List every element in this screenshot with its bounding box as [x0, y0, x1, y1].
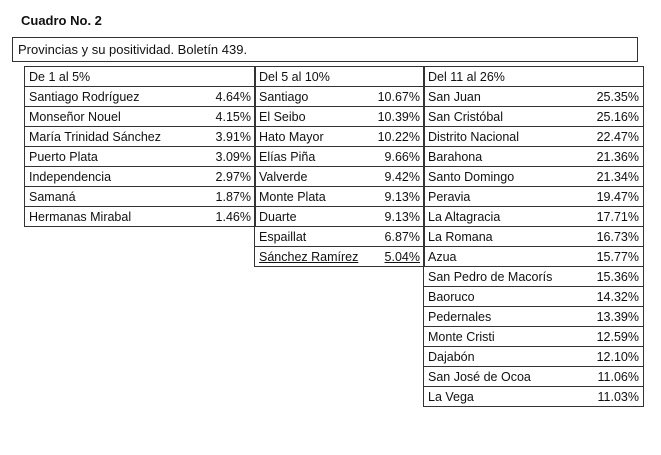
column-header: Del 11 al 26% — [424, 67, 644, 87]
positivity-table-11-26 — [423, 66, 644, 407]
positivity-value: 10.39% — [377, 109, 420, 124]
province-name: Monte Cristi — [428, 329, 495, 344]
province-cell — [424, 227, 644, 247]
province-cell — [424, 387, 644, 407]
province-cell — [25, 147, 256, 167]
province-name: Puerto Plata — [29, 149, 98, 164]
table-row — [424, 107, 644, 127]
province-name: La Romana — [428, 229, 493, 244]
province-name: Monte Plata — [259, 189, 326, 204]
positivity-value: 9.13% — [384, 189, 420, 204]
table-row — [255, 107, 425, 127]
positivity-value: 12.59% — [596, 329, 639, 344]
province-cell — [424, 267, 644, 287]
table-row — [424, 267, 644, 287]
table-row — [424, 347, 644, 367]
table-row — [424, 167, 644, 187]
table-row — [25, 187, 256, 207]
province-name: Santo Domingo — [428, 169, 515, 184]
province-name: La Altagracia — [428, 209, 501, 224]
province-cell — [424, 207, 644, 227]
table-title: Cuadro No. 2 — [21, 13, 102, 28]
table-row — [424, 387, 644, 407]
positivity-value: 21.34% — [596, 169, 639, 184]
table-row — [424, 247, 644, 267]
province-cell — [25, 187, 256, 207]
positivity-value: 3.91% — [215, 129, 251, 144]
table-row — [424, 367, 644, 387]
province-cell — [424, 287, 644, 307]
positivity-value: 14.32% — [596, 289, 639, 304]
positivity-value: 2.97% — [215, 169, 251, 184]
table-row — [255, 147, 425, 167]
positivity-value: 13.39% — [596, 309, 639, 324]
province-cell — [424, 367, 644, 387]
positivity-value: 9.66% — [384, 149, 420, 164]
province-name: Hermanas Mirabal — [29, 209, 132, 224]
province-name: Sánchez Ramírez — [259, 249, 359, 264]
province-name: Duarte — [259, 209, 297, 224]
positivity-value: 4.64% — [215, 89, 251, 104]
positivity-column-11-26 — [423, 66, 644, 407]
table-row — [25, 127, 256, 147]
province-cell — [424, 127, 644, 147]
province-name: San José de Ocoa — [428, 369, 531, 384]
province-name: San Juan — [428, 89, 481, 104]
province-name: San Pedro de Macorís — [428, 269, 553, 284]
positivity-value: 12.10% — [596, 349, 639, 364]
positivity-column-5-10 — [254, 66, 425, 267]
positivity-value: 17.71% — [596, 209, 639, 224]
province-name: Azua — [428, 249, 457, 264]
province-name: Espaillat — [259, 229, 307, 244]
table-row — [255, 227, 425, 247]
table-subtitle: Provincias y su positividad. Boletín 439. — [12, 37, 638, 62]
province-cell — [25, 167, 256, 187]
province-name: Valverde — [259, 169, 308, 184]
table-row — [255, 247, 425, 267]
province-name: La Vega — [428, 389, 474, 404]
province-cell — [424, 347, 644, 367]
table-row — [424, 87, 644, 107]
positivity-value: 25.35% — [596, 89, 639, 104]
positivity-table-1-5 — [24, 66, 256, 227]
province-cell — [25, 127, 256, 147]
province-name: Distrito Nacional — [428, 129, 520, 144]
table-row — [255, 87, 425, 107]
positivity-value: 10.22% — [377, 129, 420, 144]
column-header: Del 5 al 10% — [255, 67, 425, 87]
table-row — [255, 167, 425, 187]
province-name: Hato Mayor — [259, 129, 324, 144]
table-row — [424, 187, 644, 207]
positivity-value: 11.06% — [597, 369, 639, 384]
table-row — [255, 207, 425, 227]
province-name: Pedernales — [428, 309, 492, 324]
province-name: Baoruco — [428, 289, 475, 304]
province-cell — [424, 327, 644, 347]
province-cell — [255, 147, 425, 167]
positivity-value: 1.46% — [215, 209, 251, 224]
positivity-value: 19.47% — [596, 189, 639, 204]
positivity-value: 21.36% — [596, 149, 639, 164]
province-cell — [25, 87, 256, 107]
province-cell — [255, 187, 425, 207]
province-name: El Seibo — [259, 109, 306, 124]
province-cell — [424, 147, 644, 167]
table-row — [255, 187, 425, 207]
province-name: Santiago Rodríguez — [29, 89, 140, 104]
positivity-value: 10.67% — [377, 89, 420, 104]
province-name: Monseñor Nouel — [29, 109, 121, 124]
table-row — [424, 307, 644, 327]
table-row — [25, 87, 256, 107]
positivity-value: 1.87% — [215, 189, 251, 204]
province-cell — [25, 207, 256, 227]
table-row — [424, 287, 644, 307]
table-row — [25, 167, 256, 187]
column-header: De 1 al 5% — [25, 67, 256, 87]
province-name: San Cristóbal — [428, 109, 504, 124]
table-row — [424, 227, 644, 247]
province-cell — [424, 247, 644, 267]
province-cell — [255, 167, 425, 187]
positivity-value: 9.13% — [384, 209, 420, 224]
table-row — [25, 107, 256, 127]
province-name: Santiago — [259, 89, 309, 104]
province-name: María Trinidad Sánchez — [29, 129, 162, 144]
province-name: Peravia — [428, 189, 471, 204]
positivity-value: 16.73% — [596, 229, 639, 244]
table-row — [255, 127, 425, 147]
province-cell — [424, 167, 644, 187]
province-cell — [255, 247, 425, 267]
table-row — [424, 207, 644, 227]
table-row — [424, 127, 644, 147]
province-cell — [255, 207, 425, 227]
positivity-value: 5.04% — [384, 249, 420, 264]
positivity-value: 9.42% — [384, 169, 420, 184]
positivity-value: 15.36% — [596, 269, 639, 284]
positivity-value: 3.09% — [215, 149, 251, 164]
province-name: Independencia — [29, 169, 112, 184]
province-cell — [255, 127, 425, 147]
province-cell — [424, 187, 644, 207]
province-cell — [424, 307, 644, 327]
table-row — [424, 327, 644, 347]
positivity-value: 22.47% — [596, 129, 639, 144]
province-cell — [255, 87, 425, 107]
province-cell — [255, 227, 425, 247]
province-name: Barahona — [428, 149, 483, 164]
positivity-value: 4.15% — [215, 109, 251, 124]
positivity-value: 15.77% — [596, 249, 639, 264]
province-name: Dajabón — [428, 349, 475, 364]
table-row — [25, 147, 256, 167]
table-row — [424, 147, 644, 167]
province-cell — [424, 87, 644, 107]
positivity-value: 6.87% — [384, 229, 420, 244]
province-name: Elías Piña — [259, 149, 316, 164]
province-cell — [424, 107, 644, 127]
province-name: Samaná — [29, 189, 76, 204]
positivity-value: 11.03% — [597, 389, 639, 404]
positivity-table-5-10 — [254, 66, 425, 267]
province-cell — [255, 107, 425, 127]
positivity-column-1-5 — [24, 66, 256, 227]
positivity-value: 25.16% — [596, 109, 639, 124]
province-cell — [25, 107, 256, 127]
table-row — [25, 207, 256, 227]
